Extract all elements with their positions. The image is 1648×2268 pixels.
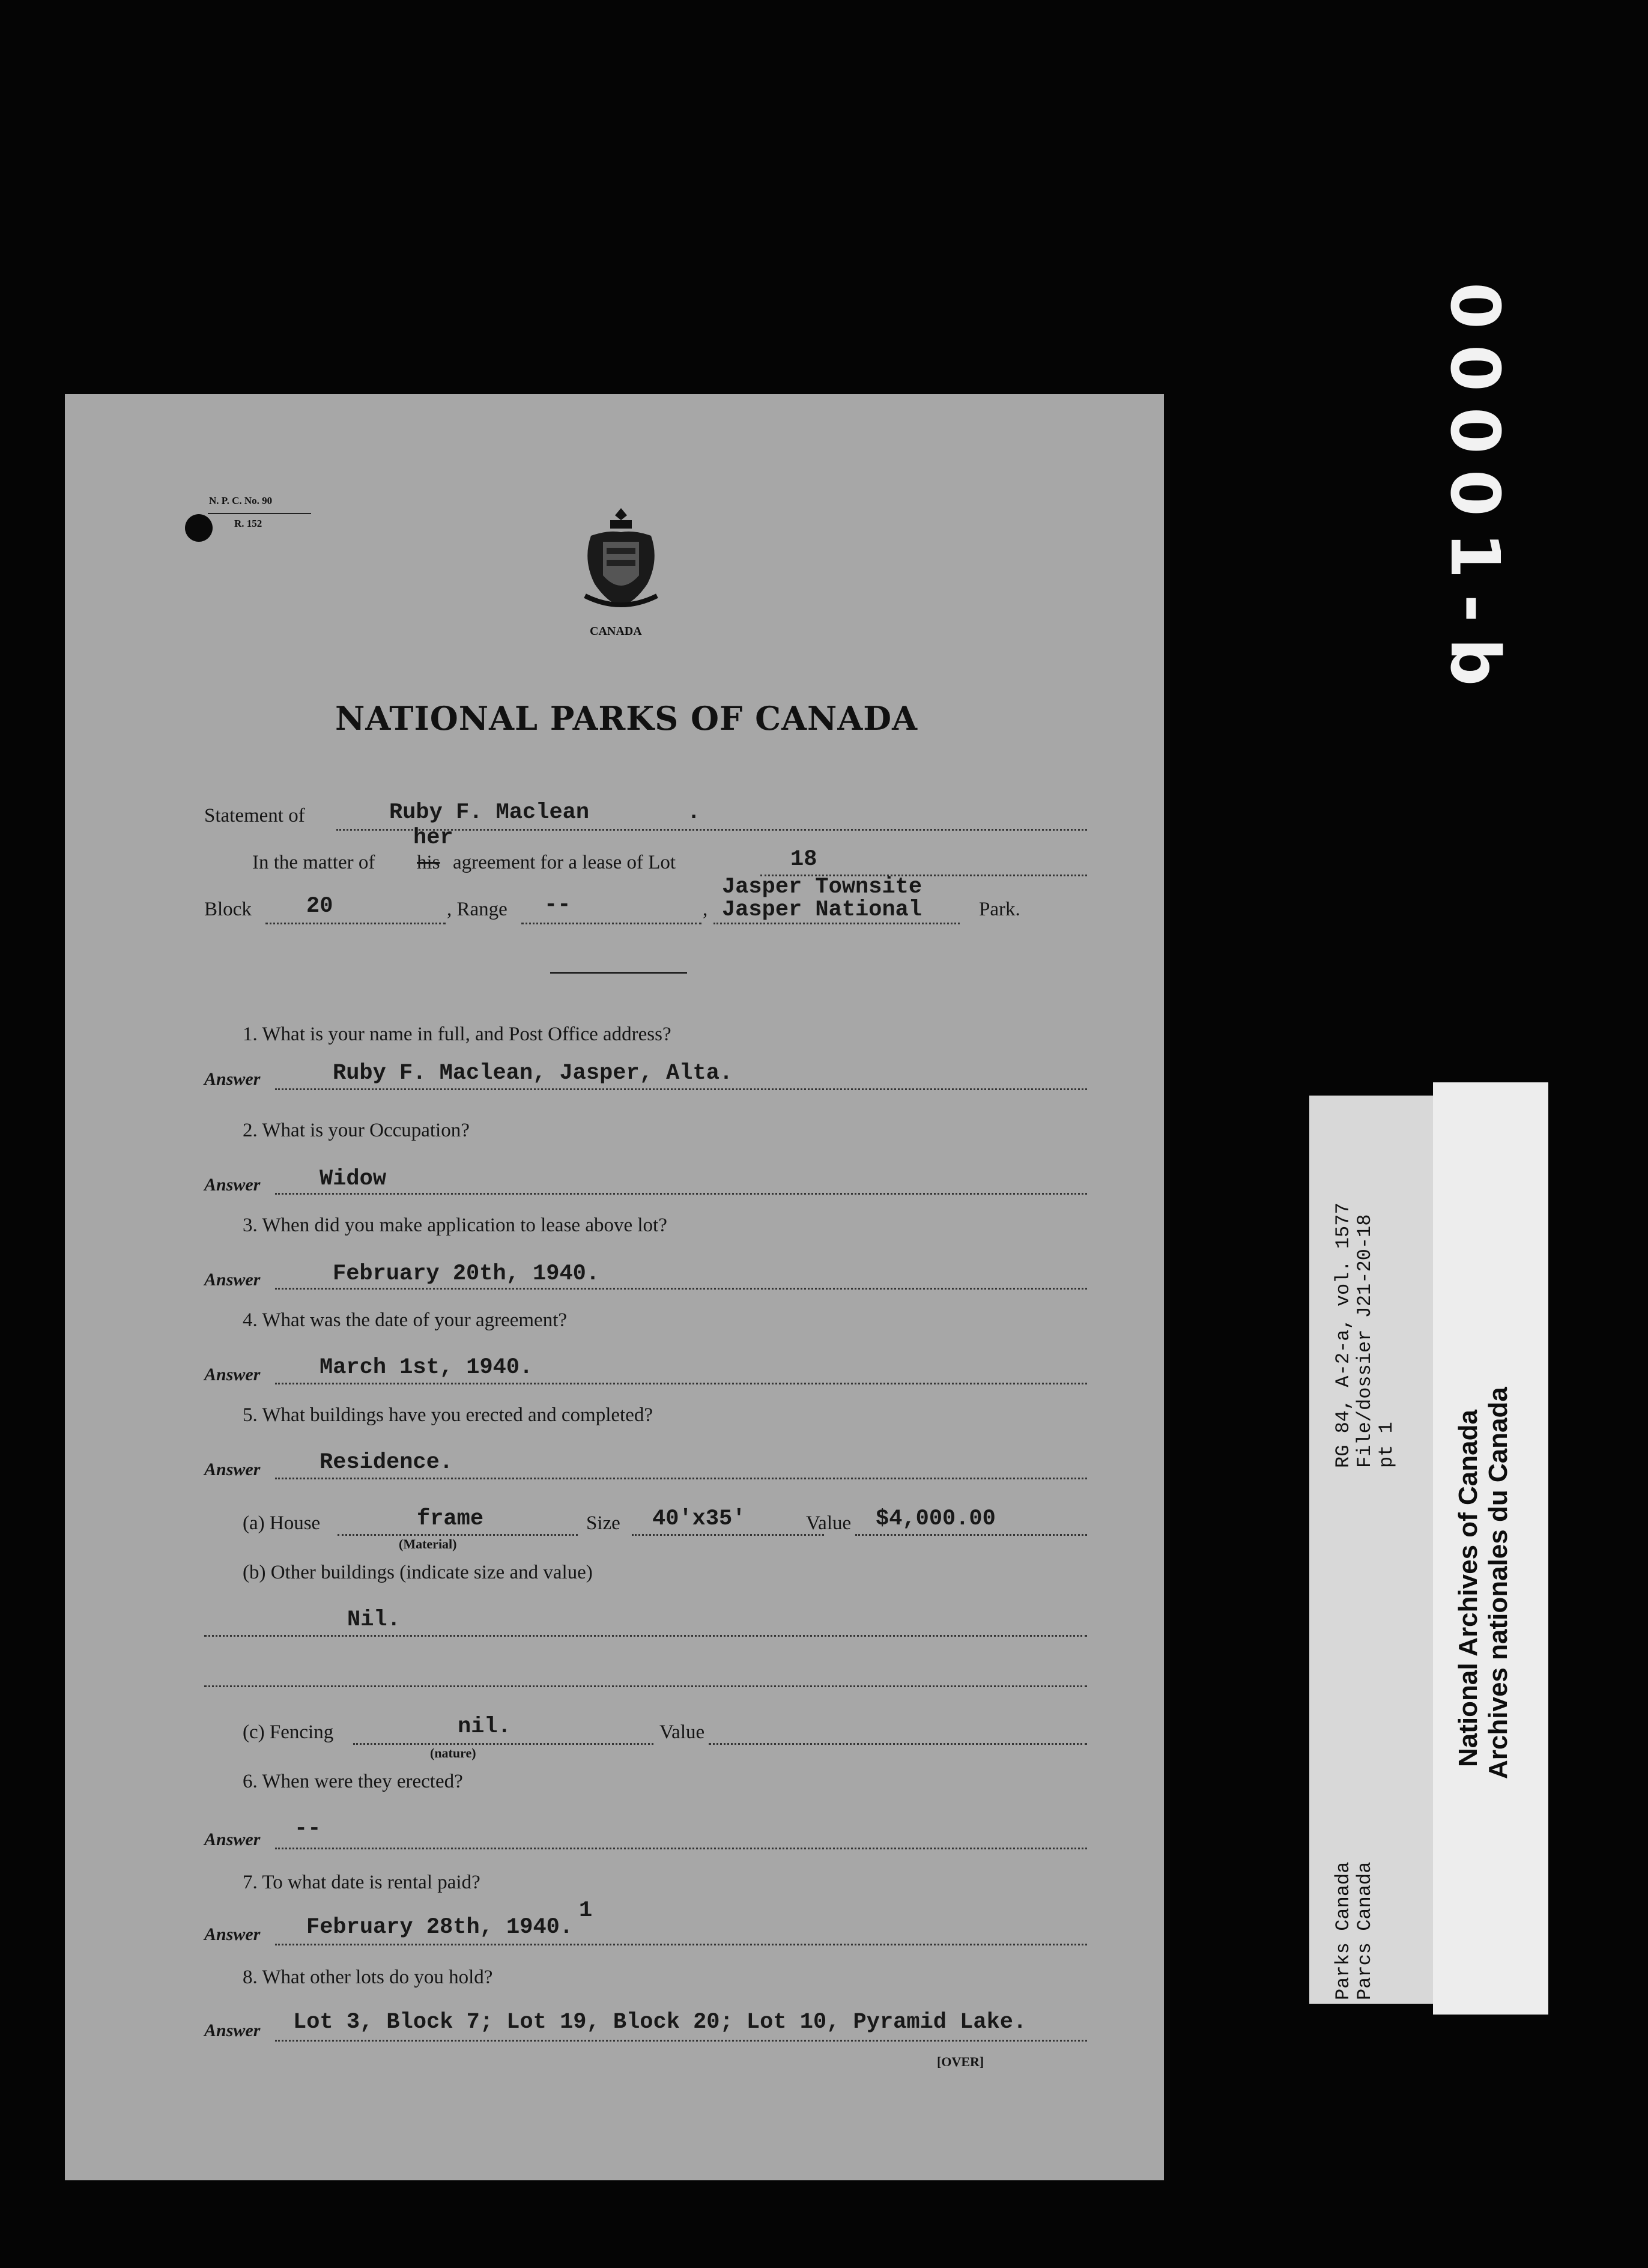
range-label: , Range — [447, 899, 507, 920]
parks-canada-slip — [1309, 1096, 1441, 2004]
answer-2: Widow — [320, 1166, 387, 1192]
other-buildings-value: Nil. — [347, 1607, 401, 1633]
question-8: 8. What other lots do you hold? — [243, 1966, 493, 1988]
page-title: NATIONAL PARKS OF CANADA — [335, 699, 918, 738]
fencing-value: nil. — [458, 1714, 511, 1739]
park-line — [713, 923, 960, 924]
statement-trailing: . — [687, 800, 701, 825]
national-archives-french: Archives nationales du Canada — [1483, 1387, 1513, 1779]
question-3: 3. When did you make application to lease above lot? — [243, 1214, 667, 1236]
other-buildings-line-1 — [204, 1635, 1087, 1637]
archival-reference-line-2: File/dossier J21-20-18 — [1354, 1214, 1376, 1468]
lot-value: 18 — [790, 847, 817, 872]
archival-reference-line-1: RG 84, A-2-a, vol. 1577 — [1332, 1202, 1354, 1468]
answer-line-2 — [275, 1193, 1087, 1195]
answer-7: February 28th, 1940. — [306, 1915, 574, 1940]
question-1: 1. What is your name in full, and Post Office address? — [243, 1023, 671, 1045]
fencing-value-label: Value — [659, 1721, 705, 1743]
range-value: -- — [544, 893, 571, 918]
house-value: $4,000.00 — [876, 1506, 996, 1532]
fencing-label: (c) Fencing — [243, 1721, 334, 1743]
house-size: 40'x35' — [652, 1506, 746, 1532]
form-revision: R. 152 — [234, 518, 262, 529]
size-label: Size — [586, 1512, 620, 1534]
range-line — [521, 923, 701, 924]
parks-canada-line-1: Parks Canada — [1332, 1861, 1354, 2000]
answer-7-correction: 1 — [579, 1898, 593, 1923]
emblem-label: CANADA — [590, 625, 642, 638]
matter-prefix: In the matter of — [252, 852, 375, 873]
over-marker: [OVER] — [937, 2054, 984, 2069]
parks-canada-line-2: Parcs Canada — [1354, 1861, 1376, 2000]
answer-label-2: Answer — [204, 1175, 261, 1195]
house-value-line — [855, 1534, 1087, 1536]
block-value: 20 — [306, 894, 333, 919]
answer-line-5 — [275, 1478, 1087, 1479]
other-buildings-line-2 — [204, 1685, 1087, 1687]
park-comma: , — [703, 899, 708, 920]
answer-label-5: Answer — [204, 1460, 261, 1479]
answer-label-6: Answer — [204, 1830, 261, 1849]
answer-6: -- — [294, 1816, 321, 1842]
house-material-line — [338, 1534, 578, 1536]
other-buildings-label: (b) Other buildings (indicate size and value) — [243, 1562, 593, 1583]
answer-line-7 — [275, 1944, 1087, 1945]
answer-line-8 — [275, 2040, 1087, 2042]
lease-statement-form — [65, 394, 1164, 2180]
answer-line-4 — [275, 1383, 1087, 1384]
matter-struck-pronoun: his — [417, 852, 440, 873]
answer-1: Ruby F. Maclean, Jasper, Alta. — [333, 1061, 733, 1086]
block-line — [265, 923, 446, 924]
matter-suffix: agreement for a lease of Lot — [453, 852, 676, 873]
house-material: frame — [417, 1506, 484, 1532]
section-divider — [550, 972, 687, 974]
national-archives-slip — [1433, 1082, 1548, 2015]
statement-name: Ruby F. Maclean — [389, 800, 590, 825]
answer-8: Lot 3, Block 7; Lot 19, Block 20; Lot 10, Pyramid Lake. — [293, 2010, 1027, 2035]
answer-5: Residence. — [320, 1450, 453, 1475]
form-code-rule — [208, 513, 311, 514]
national-archives-english: National Archives of Canada — [1453, 1410, 1483, 1767]
block-label: Block — [204, 899, 252, 920]
fencing-line — [353, 1743, 653, 1745]
question-6: 6. When were they erected? — [243, 1771, 463, 1792]
matter-inserted-pronoun: her — [413, 825, 453, 850]
answer-label-7: Answer — [204, 1924, 261, 1944]
question-4: 4. What was the date of your agreement? — [243, 1309, 568, 1331]
question-5: 5. What buildings have you erected and completed? — [243, 1404, 653, 1426]
answer-line-3 — [275, 1288, 1087, 1290]
size-line — [632, 1534, 824, 1536]
answer-4: March 1st, 1940. — [320, 1355, 533, 1380]
house-label: (a) House — [243, 1512, 321, 1534]
answer-line-6 — [275, 1848, 1087, 1849]
park-line-2: Jasper National — [722, 897, 922, 923]
fencing-value-line — [709, 1743, 1087, 1745]
house-value-label: Value — [806, 1512, 852, 1534]
material-caption: (Material) — [399, 1536, 457, 1551]
answer-label-4: Answer — [204, 1365, 261, 1384]
park-line-1: Jasper Townsite — [722, 875, 922, 900]
nature-caption: (nature) — [430, 1745, 476, 1760]
archival-reference-line-3: pt 1 — [1375, 1422, 1398, 1468]
canada-coat-of-arms-icon — [579, 506, 663, 614]
statement-label: Statement of — [204, 805, 305, 826]
question-2: 2. What is your Occupation? — [243, 1120, 470, 1141]
answer-line-1 — [275, 1088, 1087, 1090]
park-label: Park. — [979, 899, 1020, 920]
form-code: N. P. C. No. 90 — [209, 495, 273, 506]
answer-label-1: Answer — [204, 1069, 261, 1089]
answer-label-3: Answer — [204, 1270, 261, 1290]
answer-3: February 20th, 1940. — [333, 1261, 600, 1287]
microfilm-frame-number: 00001-b — [1435, 282, 1513, 702]
answer-label-8: Answer — [204, 2021, 261, 2040]
question-7: 7. To what date is rental paid? — [243, 1872, 480, 1893]
punch-hole — [185, 514, 213, 542]
